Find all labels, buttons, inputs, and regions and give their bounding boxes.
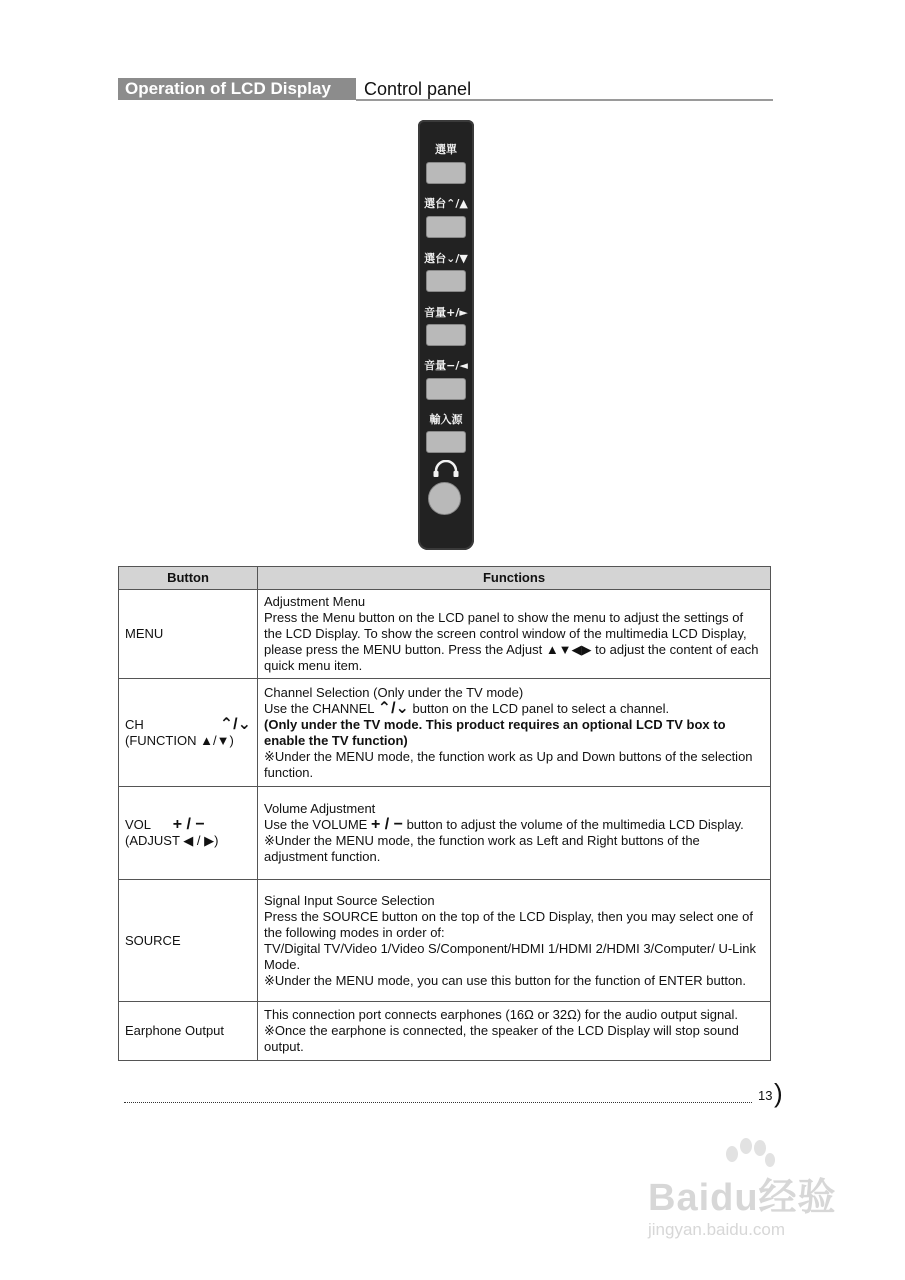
page-number: 13 bbox=[758, 1088, 773, 1103]
watermark-brand: Baidu经验 bbox=[648, 1177, 837, 1219]
watermark-url: jingyan.baidu.com bbox=[648, 1220, 786, 1239]
menu-name: MENU bbox=[119, 590, 258, 679]
channel-up-key bbox=[426, 216, 466, 238]
earphone-jack bbox=[428, 482, 461, 515]
earphone-description bbox=[258, 1002, 771, 1061]
table-row bbox=[119, 880, 771, 1002]
table-row bbox=[119, 787, 771, 880]
header-functions: Functions bbox=[258, 567, 771, 590]
ch-note: ※Under the MENU mode, the function work as Up and Down buttons of the selection function. bbox=[264, 748, 753, 780]
footer-dotted-rule bbox=[124, 1090, 752, 1103]
source-description bbox=[258, 880, 771, 1002]
vol-name-cell bbox=[119, 787, 258, 880]
ch-name-cell bbox=[119, 679, 258, 787]
table-row bbox=[119, 1002, 771, 1061]
page-bracket-icon: ) bbox=[774, 1078, 783, 1108]
headphones-icon bbox=[432, 460, 460, 478]
function-table bbox=[118, 566, 771, 1061]
table-row bbox=[119, 679, 771, 787]
ch-bold-note: (Only under the TV mode. This product requires an optional LCD TV box to enable the TV function) bbox=[264, 716, 726, 748]
ch-function: (FUNCTION ▲/▼) bbox=[125, 732, 234, 748]
vol-name: VOL + / − bbox=[125, 816, 205, 833]
vol-title: Volume Adjustment bbox=[264, 801, 376, 816]
volume-down-key bbox=[426, 378, 466, 400]
menu-key-label: 選單 bbox=[435, 143, 457, 156]
table-row bbox=[119, 590, 771, 679]
channel-up-key-label: 選台⌃/▲ bbox=[424, 197, 468, 210]
adjust-arrows-icon: ▲▼◀▶ bbox=[545, 642, 592, 657]
control-panel-illustration bbox=[418, 120, 474, 550]
page-title: Control panel bbox=[364, 79, 472, 99]
watermark bbox=[648, 1138, 858, 1248]
menu-key bbox=[426, 162, 466, 184]
channel-symbol-icon: ⌃/⌄ bbox=[377, 699, 409, 717]
ch-description bbox=[258, 679, 771, 787]
section-header bbox=[118, 78, 773, 102]
vol-note: ※Under the MENU mode, the function work as Left and Right buttons of the adjustment function. bbox=[264, 833, 700, 864]
volume-down-key-label: 音量−/◄ bbox=[424, 359, 468, 372]
earphone-name: Earphone Output bbox=[119, 1002, 258, 1061]
vol-description bbox=[258, 787, 771, 880]
volume-symbol-icon: + / − bbox=[370, 816, 403, 833]
source-key-label: 輸入源 bbox=[429, 413, 463, 426]
vol-use: Use the VOLUME + / − button to adjust the volume of the multimedia LCD Display. bbox=[264, 816, 744, 833]
channel-symbol-icon: ⌃/⌄ bbox=[219, 715, 251, 733]
earphone-text: This connection port connects earphones (16Ω or 32Ω) for the audio output signal. bbox=[264, 1007, 738, 1022]
menu-text: Press the Menu button on the LCD panel to show the menu to adjust the settings of the LCD Display. To show the screen control window of the multimedia LCD Display, please press the MENU button. Press the Adjust ▲▼◀▶ to adjust the content of each quick menu item. bbox=[264, 610, 759, 673]
source-text: Press the SOURCE button on the top of the LCD Display, then you may select one of the following modes in order of: bbox=[264, 908, 753, 940]
ch-use: Use the CHANNEL ⌃/⌄ button on the LCD panel to select a channel. bbox=[264, 699, 670, 717]
source-name: SOURCE bbox=[119, 880, 258, 1002]
earphone-note: ※Once the earphone is connected, the speaker of the LCD Display will stop sound output. bbox=[264, 1023, 739, 1054]
header-button: Button bbox=[119, 567, 258, 590]
channel-down-key bbox=[426, 270, 466, 292]
volume-symbol-icon: + / − bbox=[172, 816, 205, 833]
source-title: Signal Input Source Selection bbox=[264, 892, 435, 908]
volume-up-key-label: 音量+/► bbox=[424, 306, 468, 319]
source-key bbox=[426, 431, 466, 453]
channel-down-key-label: 選台⌄/▼ bbox=[424, 252, 468, 265]
volume-up-key bbox=[426, 324, 466, 346]
source-modes: TV/Digital TV/Video 1/Video S/Component/HDMI 1/HDMI 2/HDMI 3/Computer/ U-Link Mode. bbox=[264, 940, 757, 972]
menu-title: Adjustment Menu bbox=[264, 594, 366, 609]
ch-title: Channel Selection (Only under the TV mode) bbox=[264, 684, 524, 700]
vol-adjust: (ADJUST ◀ / ▶) bbox=[125, 833, 219, 848]
menu-description bbox=[258, 590, 771, 679]
source-note: ※Under the MENU mode, you can use this button for the function of ENTER button. bbox=[264, 972, 747, 988]
ch-name: CH ⌃/⌄ bbox=[125, 715, 251, 733]
section-title: Operation of LCD Display bbox=[118, 78, 356, 100]
